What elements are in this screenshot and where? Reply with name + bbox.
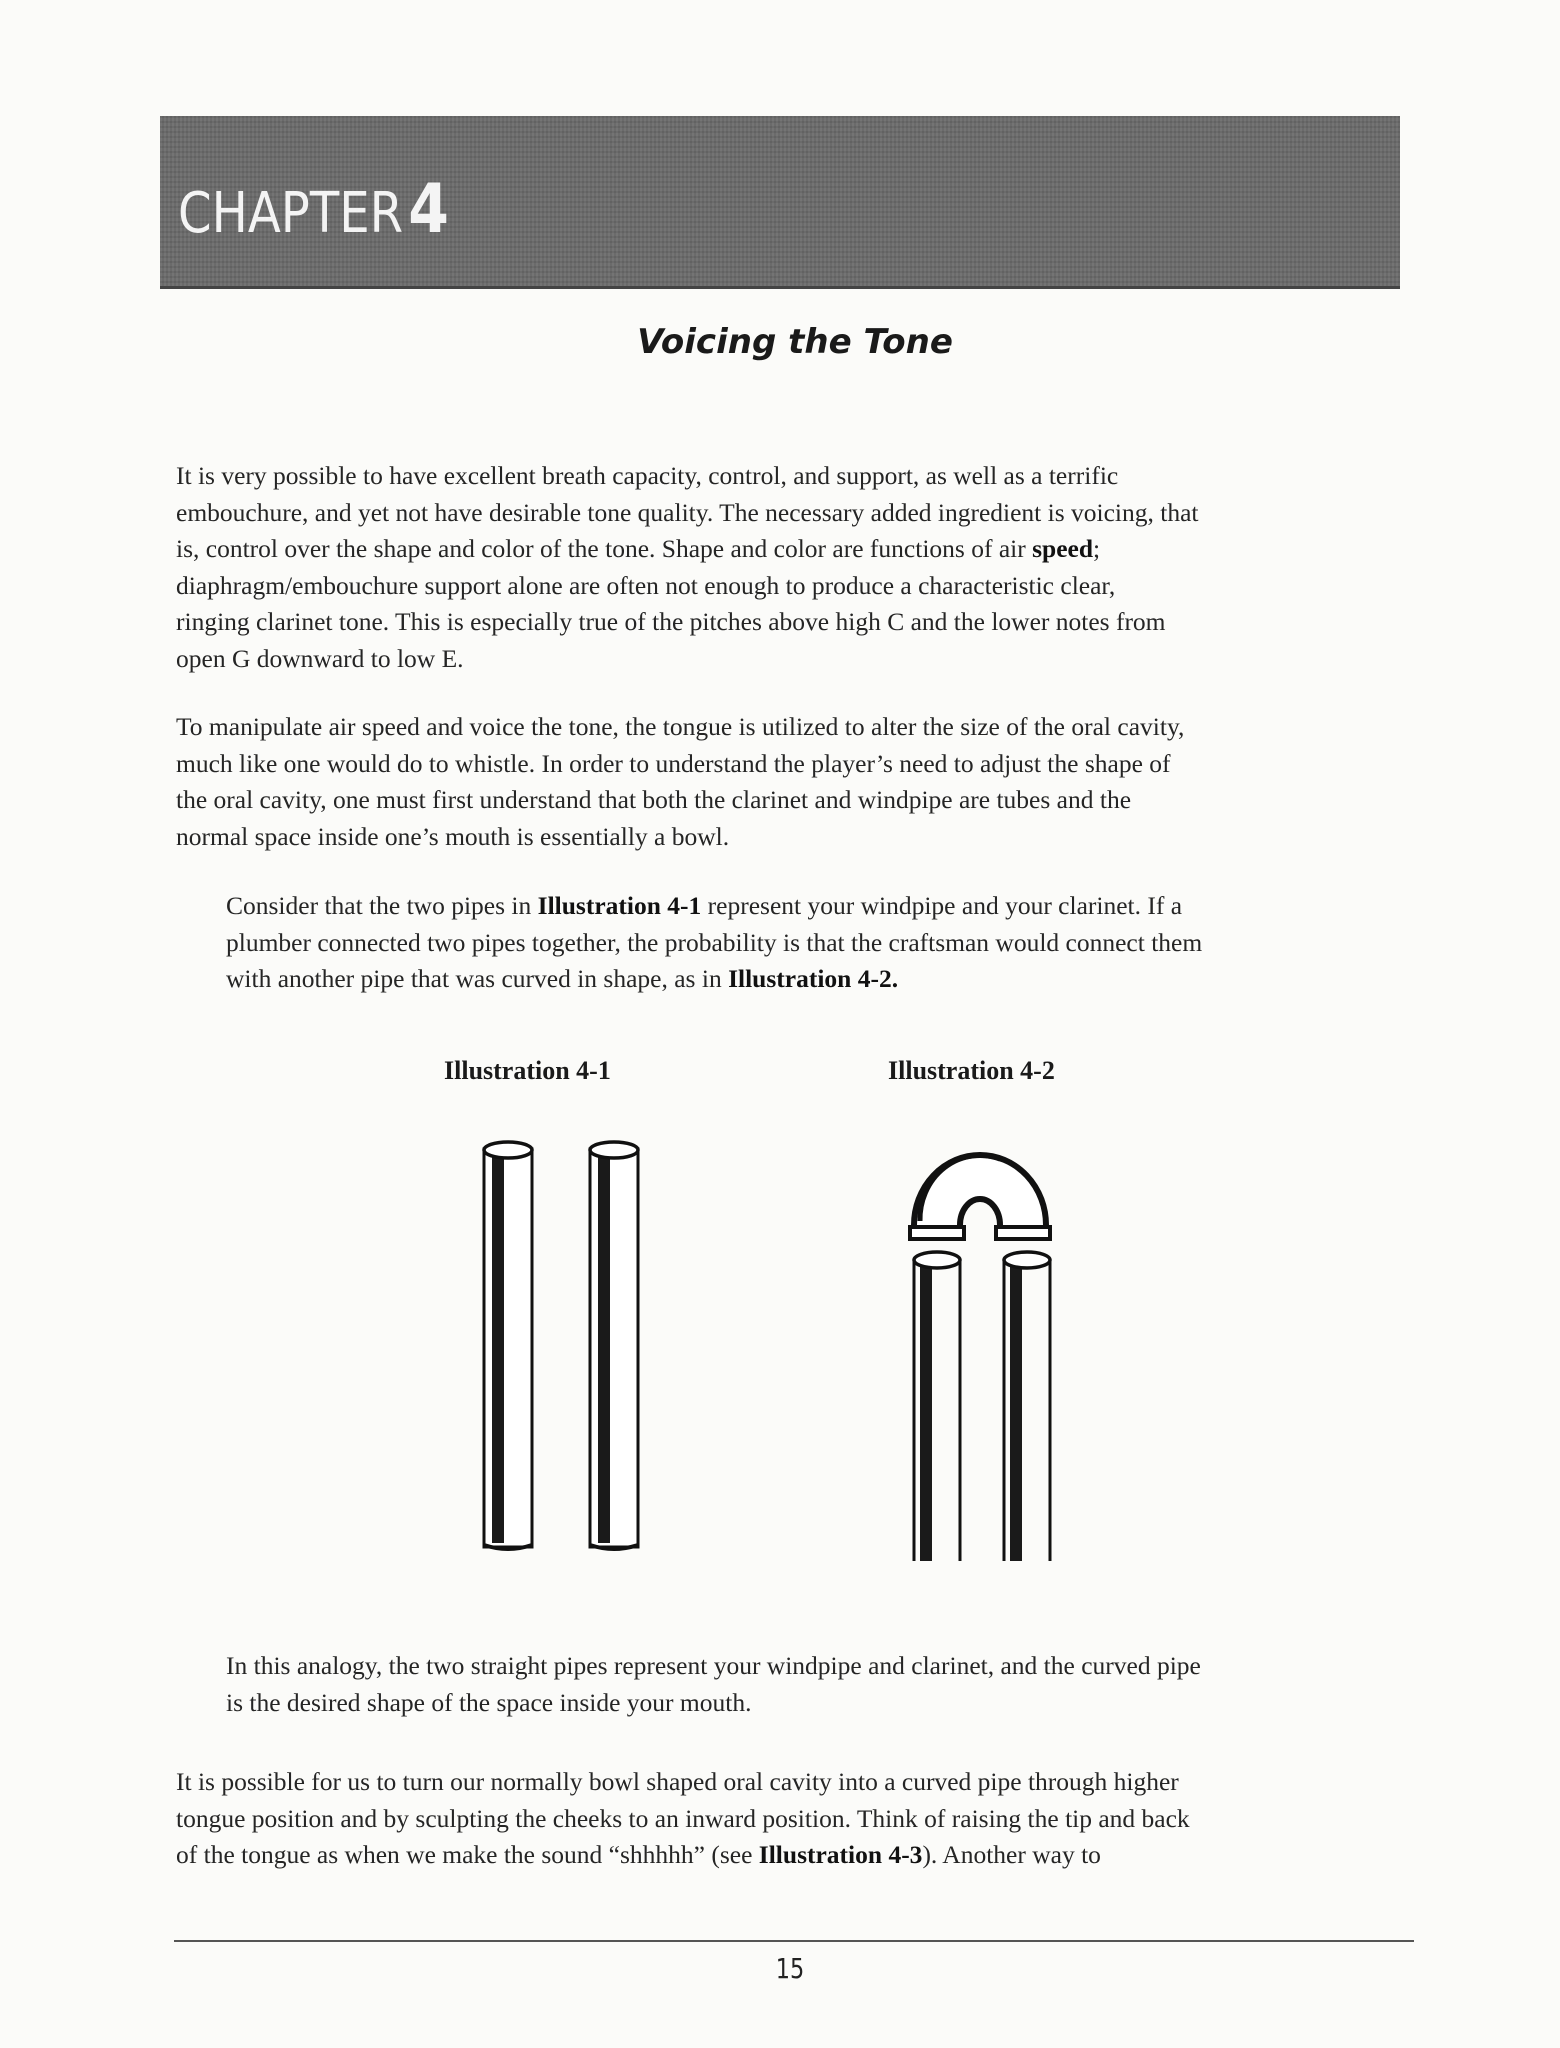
illustration-reference: Illustration 4-2.: [728, 964, 899, 993]
text-segment: ;: [1093, 534, 1101, 563]
curved-pipe: [910, 1155, 1050, 1239]
illustration-reference: Illustration 4-3: [758, 1840, 923, 1869]
text-line: It is possible for us to turn our normally bowl shaped oral cavity into a curved pipe through higher: [176, 1767, 1179, 1796]
text-segment: is, control over the shape and color of the tone. Shape and color are functions of air: [176, 534, 1033, 563]
section-title: Voicing the Tone: [637, 322, 953, 362]
chapter-word: CHAPTER: [178, 181, 404, 246]
paragraph-oral-cavity: [176, 1764, 1190, 1874]
figure-caption-4-1: Illustration 4-1: [444, 1056, 611, 1085]
text-segment: of the tongue as when we make the sound “shhhhh” (see: [176, 1840, 759, 1869]
text-line: tongue position and by sculpting the cheeks to an inward position. Think of raising the tip and back: [176, 1803, 1190, 1833]
illustration-reference: Illustration 4-1: [537, 891, 702, 920]
chapter-number: 4: [408, 170, 450, 249]
straight-pipe-left: [914, 1252, 960, 1561]
text-line: In this analogy, the two straight pipes represent your windpipe and clarinet, and the curved pipe: [226, 1651, 1201, 1680]
chapter-heading: [178, 170, 450, 249]
paragraph-intro: [176, 458, 1199, 677]
text-segment: with another pipe that was curved in shape, as in: [226, 964, 729, 993]
text-line: [226, 961, 1202, 998]
text-line: open G downward to low E.: [176, 643, 464, 673]
text-segment: represent your windpipe and your clarinet. If a: [701, 891, 1183, 920]
text-segment: Consider that the two pipes in: [226, 891, 538, 920]
text-line: diaphragm/embouchure support alone are often not enough to produce a characteristic clear,: [176, 570, 1116, 600]
text-line: plumber connected two pipes together, the probability is that the craftsman would connect them: [226, 927, 1203, 957]
illustration-4-2: [900, 1125, 1080, 1565]
text-line: the oral cavity, one must first understand that both the clarinet and windpipe are tubes and the: [176, 785, 1132, 814]
straight-pipe-left: [484, 1142, 532, 1549]
straight-pipe-right: [1004, 1252, 1050, 1561]
paragraph-consider-pipes: [226, 888, 1202, 998]
footer-divider: [174, 1940, 1414, 1942]
bold-term-speed: speed: [1032, 534, 1094, 563]
text-line: [176, 531, 1199, 568]
text-line: It is very possible to have excellent breath capacity, control, and support, as well as a terrific: [176, 461, 1119, 490]
page-number: 15: [775, 1952, 805, 1985]
text-line: is the desired shape of the space inside your mouth.: [226, 1687, 752, 1717]
figure-caption-4-2: Illustration 4-2: [888, 1056, 1055, 1085]
illustration-4-1: [470, 1135, 660, 1565]
text-line: [176, 1837, 1190, 1874]
text-line: ringing clarinet tone. This is especially true of the pitches above high C and the lower notes from: [176, 607, 1166, 636]
text-line: To manipulate air speed and voice the tone, the tongue is utilized to alter the size of the oral cavity,: [176, 712, 1185, 741]
paragraph-air-speed: [176, 709, 1184, 855]
text-line: normal space inside one’s mouth is essentially a bowl.: [176, 821, 730, 851]
text-line: [226, 888, 1202, 925]
straight-pipe-right: [590, 1142, 638, 1549]
text-line: much like one would do to whistle. In order to understand the player’s need to adjust the shape of: [176, 748, 1171, 778]
text-line: embouchure, and yet not have desirable tone quality. The necessary added ingredient is voicing, that: [176, 497, 1199, 527]
paragraph-analogy: [226, 1648, 1201, 1721]
text-segment: ). Another way to: [922, 1840, 1101, 1869]
